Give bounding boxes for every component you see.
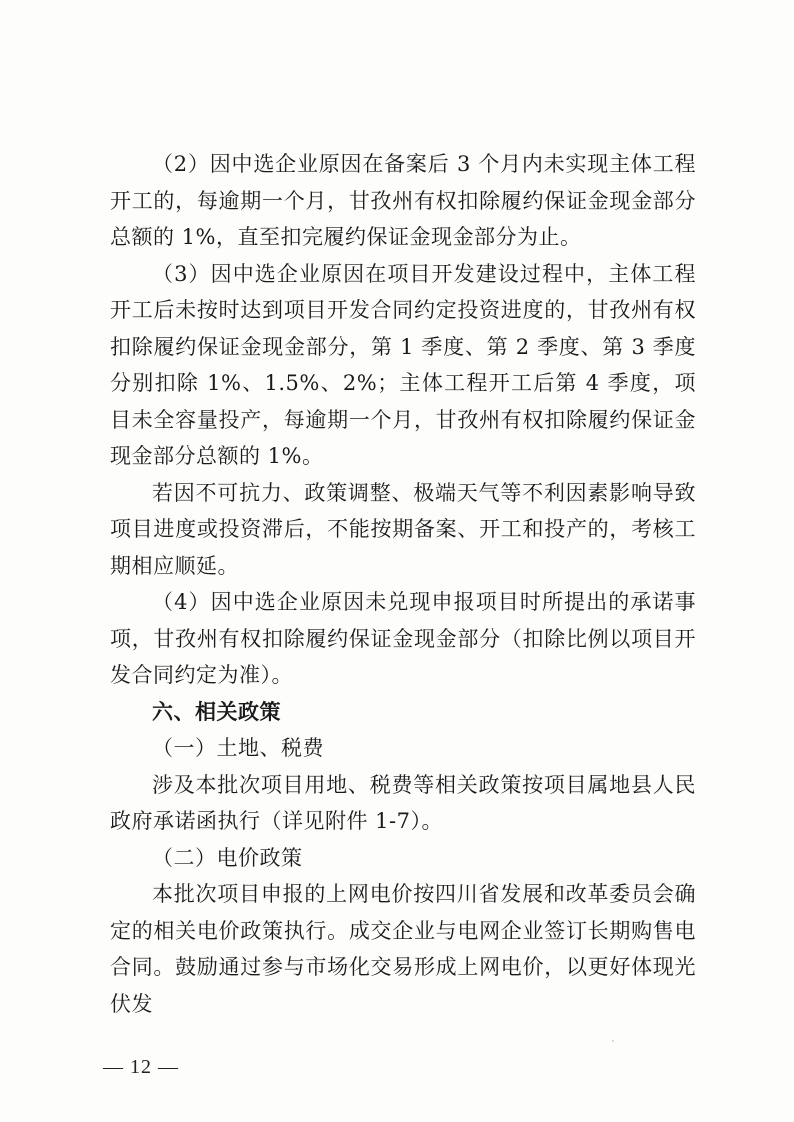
- paragraph-electricity-price: 本批次项目申报的上网电价按四川省发展和改革委员会确定的相关电价政策执行。成交企业与电网企业签订长期购售电合同。鼓励通过参与市场化交易形成上网电价，以更好体现光伏发: [110, 882, 696, 1016]
- page-number: — 12 —: [103, 1056, 179, 1078]
- subsection-heading-electricity-price: （二）电价政策: [152, 845, 303, 870]
- paragraph-land-tax: 涉及本批次项目用地、税费等相关政策按项目属地县人民政府承诺函执行（详见附件 1-7）。: [110, 772, 696, 833]
- scan-speck: [612, 1040, 614, 1042]
- document-body: [110, 146, 696, 1022]
- subsection-heading-land-tax: （一）土地、税费: [152, 736, 324, 760]
- paragraph-clause-3: （3）因中选企业原因在项目开发建设过程中，主体工程开工后未按时达到项目开发合同约定投资进度的，甘孜州有权扣除履约保证金现金部分，第 1 季度、第 2 季度、第 3 季度分别扣除 1%、1.5%、2%；主体工程开工后第 4 季度，项目未全容量投产，每逾期一个月，甘孜州有权扣除履约保证金现金部分总额的 1%。: [110, 261, 696, 468]
- paragraph-clause-2: （2）因中选企业原因在备案后 3 个月内未实现主体工程开工的，每逾期一个月，甘孜州有权扣除履约保证金现金部分总额的 1%，直至扣完履约保证金现金部分为止。: [110, 152, 696, 249]
- paragraph-clause-4: （4）因中选企业原因未兑现申报项目时所提出的承诺事项，甘孜州有权扣除履约保证金现金部分（扣除比例以项目开发合同约定为准）。: [110, 590, 696, 687]
- paragraph-force-majeure: 若因不可抗力、政策调整、极端天气等不利因素影响导致项目进度或投资滞后，不能按期备案、开工和投产的，考核工期相应顺延。: [110, 480, 696, 578]
- section-heading: 六、相关政策: [152, 699, 281, 724]
